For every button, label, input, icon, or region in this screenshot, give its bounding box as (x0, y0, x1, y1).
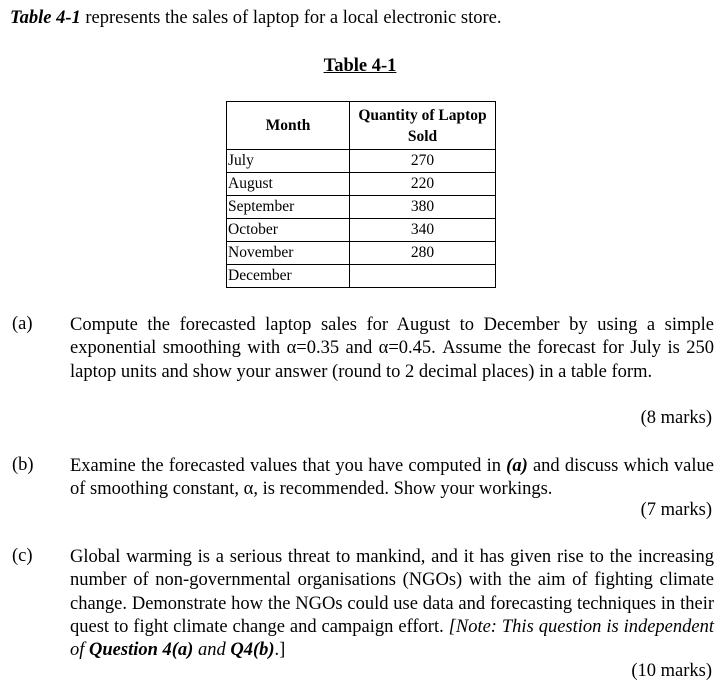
quantity-header: Quantity of Laptop Sold (350, 102, 496, 150)
table-row (227, 265, 496, 288)
quantity-cell: 220 (350, 173, 496, 196)
table-row (227, 196, 496, 219)
question-c-body: Global warming is a serious threat to mankind, and it has given rise to the increasing number of non-governmental organisations (NGOs) with the aim of fighting climate change. Demonstrate how the NGOs could use data and forecasting techniques in their quest to fight climate change and campaign effort. (70, 547, 714, 637)
month-cell: July (227, 150, 350, 173)
question-a-text: Compute the forecasted laptop sales for August to December by using a simple exponential smoothing with α=0.35 and α=0.45. Assume the forecast for July is 250 laptop units and show your answer (round to 2 decimal places) in a table form. (70, 315, 714, 382)
quantity-cell: 340 (350, 219, 496, 242)
question-a-label: (a) (12, 314, 33, 334)
quantity-cell: 280 (350, 242, 496, 265)
intro-sentence (10, 8, 501, 29)
table-row (227, 173, 496, 196)
question-b-text-part2: and discuss which value of smoothing constant, α, is recommended. Show your workings. (70, 456, 714, 500)
question-c-text (70, 546, 714, 662)
question-b-label: (b) (12, 455, 34, 475)
question-b-text (70, 455, 714, 502)
quantity-cell (350, 265, 496, 288)
question-c-marks: (10 marks) (631, 661, 712, 681)
month-cell: September (227, 196, 350, 219)
note-part2: and (193, 640, 231, 661)
question-b-marks: (7 marks) (640, 500, 712, 520)
question-a-marks: (8 marks) (640, 408, 712, 428)
month-cell: August (227, 173, 350, 196)
table-header-row (227, 102, 496, 150)
question-c-label: (c) (12, 546, 33, 566)
quantity-cell: 380 (350, 196, 496, 219)
sales-table (226, 101, 496, 288)
note-ref-q4a: Question 4(a) (89, 640, 194, 661)
table-row (227, 219, 496, 242)
month-cell: December (227, 265, 350, 288)
table-row (227, 242, 496, 265)
question-b-ref: (a) (506, 456, 528, 476)
month-cell: November (227, 242, 350, 265)
month-cell: October (227, 219, 350, 242)
table-row (227, 150, 496, 173)
intro-text: represents the sales of laptop for a local electronic store. (80, 8, 502, 28)
question-b-text-part1: Examine the forecasted values that you have computed in (70, 456, 507, 476)
table-title: Table 4-1 (323, 56, 397, 76)
quantity-cell: 270 (350, 150, 496, 173)
note-ref-q4b: Q4(b) (230, 640, 275, 661)
note-part3: .] (274, 640, 286, 661)
intro-table-ref: Table 4-1 (10, 8, 81, 28)
note-part1: [Note: This question is independent of (70, 616, 714, 661)
month-header: Month (227, 102, 350, 150)
